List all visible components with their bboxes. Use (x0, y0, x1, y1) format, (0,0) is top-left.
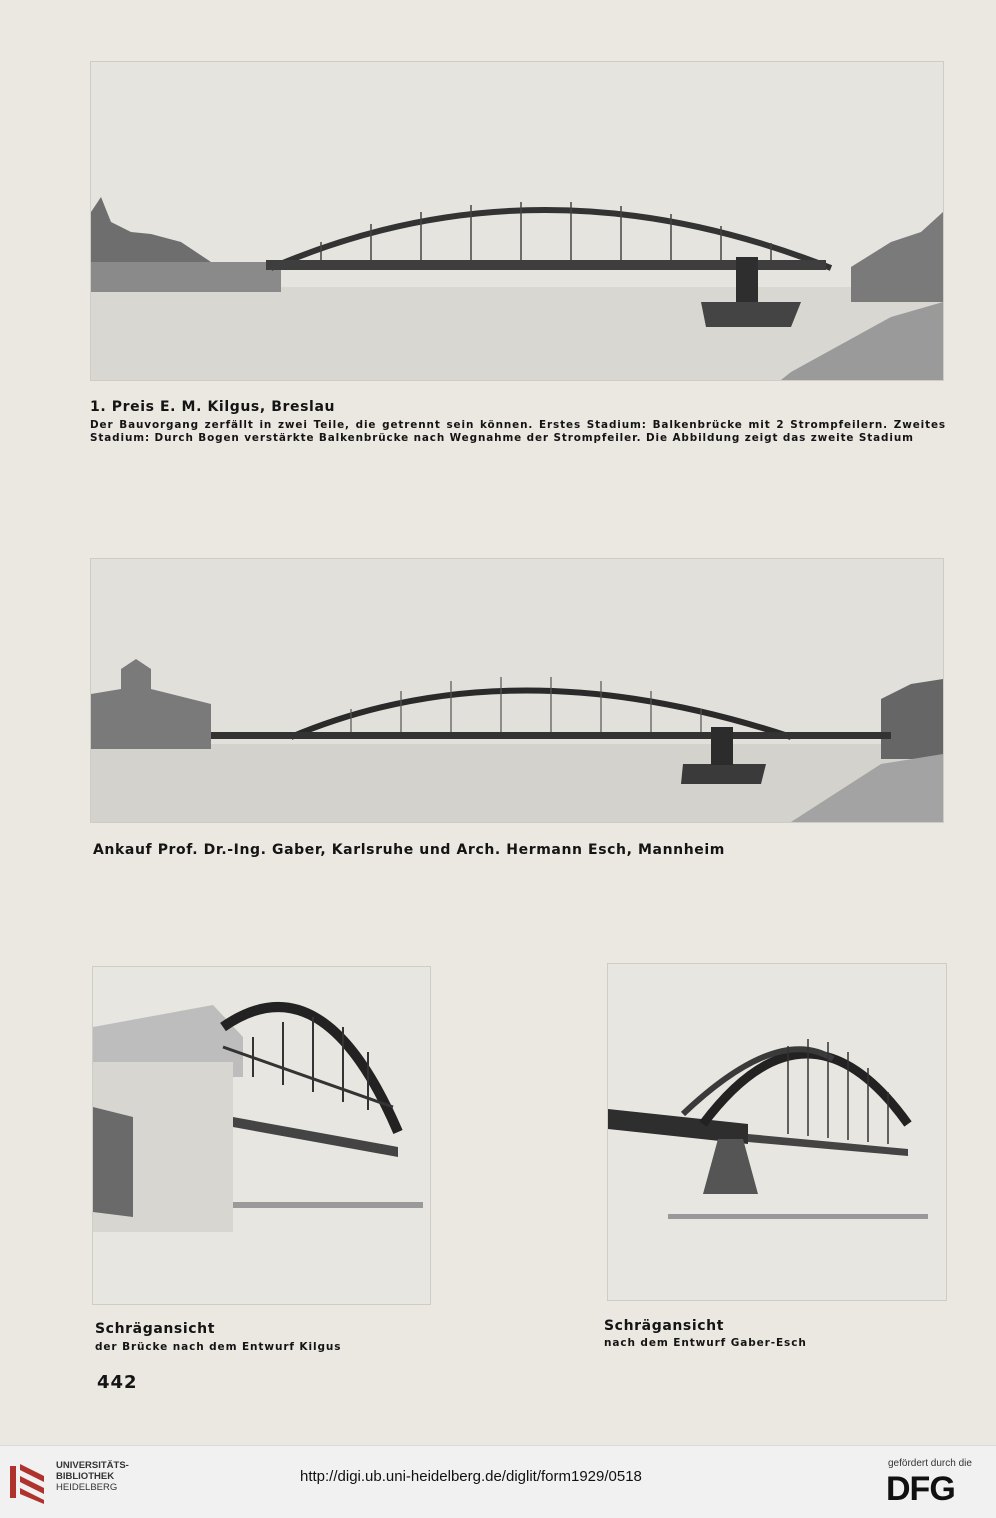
funded-by-label: gefördert durch die (888, 1458, 972, 1469)
plate1-description: Der Bauvorgang zerfällt in zwei Teile, die getrennt sein können. Erstes Stadium: Balkenbrücke mit 2 Strompfeilern. Zweites Stadium: Durch Bogen verstärkte Balkenbrücke nach Wegnahme der Strompfeiler. Die Abbildung zeigt das zweite Stadium (90, 419, 946, 444)
plate3-title: Schrägansicht (95, 1321, 216, 1337)
page-number: 442 (97, 1372, 138, 1393)
bridge-photo-gaber-esch (90, 558, 944, 823)
oblique-view-gaber-esch (607, 963, 947, 1301)
university-library-logo-icon (10, 1460, 48, 1504)
permalink-url[interactable]: http://digi.ub.uni-heidelberg.de/diglit/form1929/0518 (300, 1468, 642, 1485)
bridge-drawing-kilgus (90, 61, 944, 381)
plate3-subtitle: der Brücke nach dem Entwurf Kilgus (95, 1341, 342, 1353)
plate4-subtitle: nach dem Entwurf Gaber-Esch (604, 1337, 807, 1349)
footer-bar (0, 1445, 996, 1518)
oblique-view-kilgus (92, 966, 431, 1305)
plate2-title: Ankauf Prof. Dr.-Ing. Gaber, Karlsruhe und Arch. Hermann Esch, Mannheim (93, 842, 725, 858)
library-name-line1: UNIVERSITÄTS- (56, 1460, 129, 1471)
dfg-logo: DFG (886, 1470, 955, 1508)
library-name-line2: BIBLIOTHEK (56, 1471, 115, 1482)
plate1-title: 1. Preis E. M. Kilgus, Breslau (90, 399, 336, 415)
plate4-title: Schrägansicht (604, 1318, 725, 1334)
library-name-line3: HEIDELBERG (56, 1482, 118, 1493)
